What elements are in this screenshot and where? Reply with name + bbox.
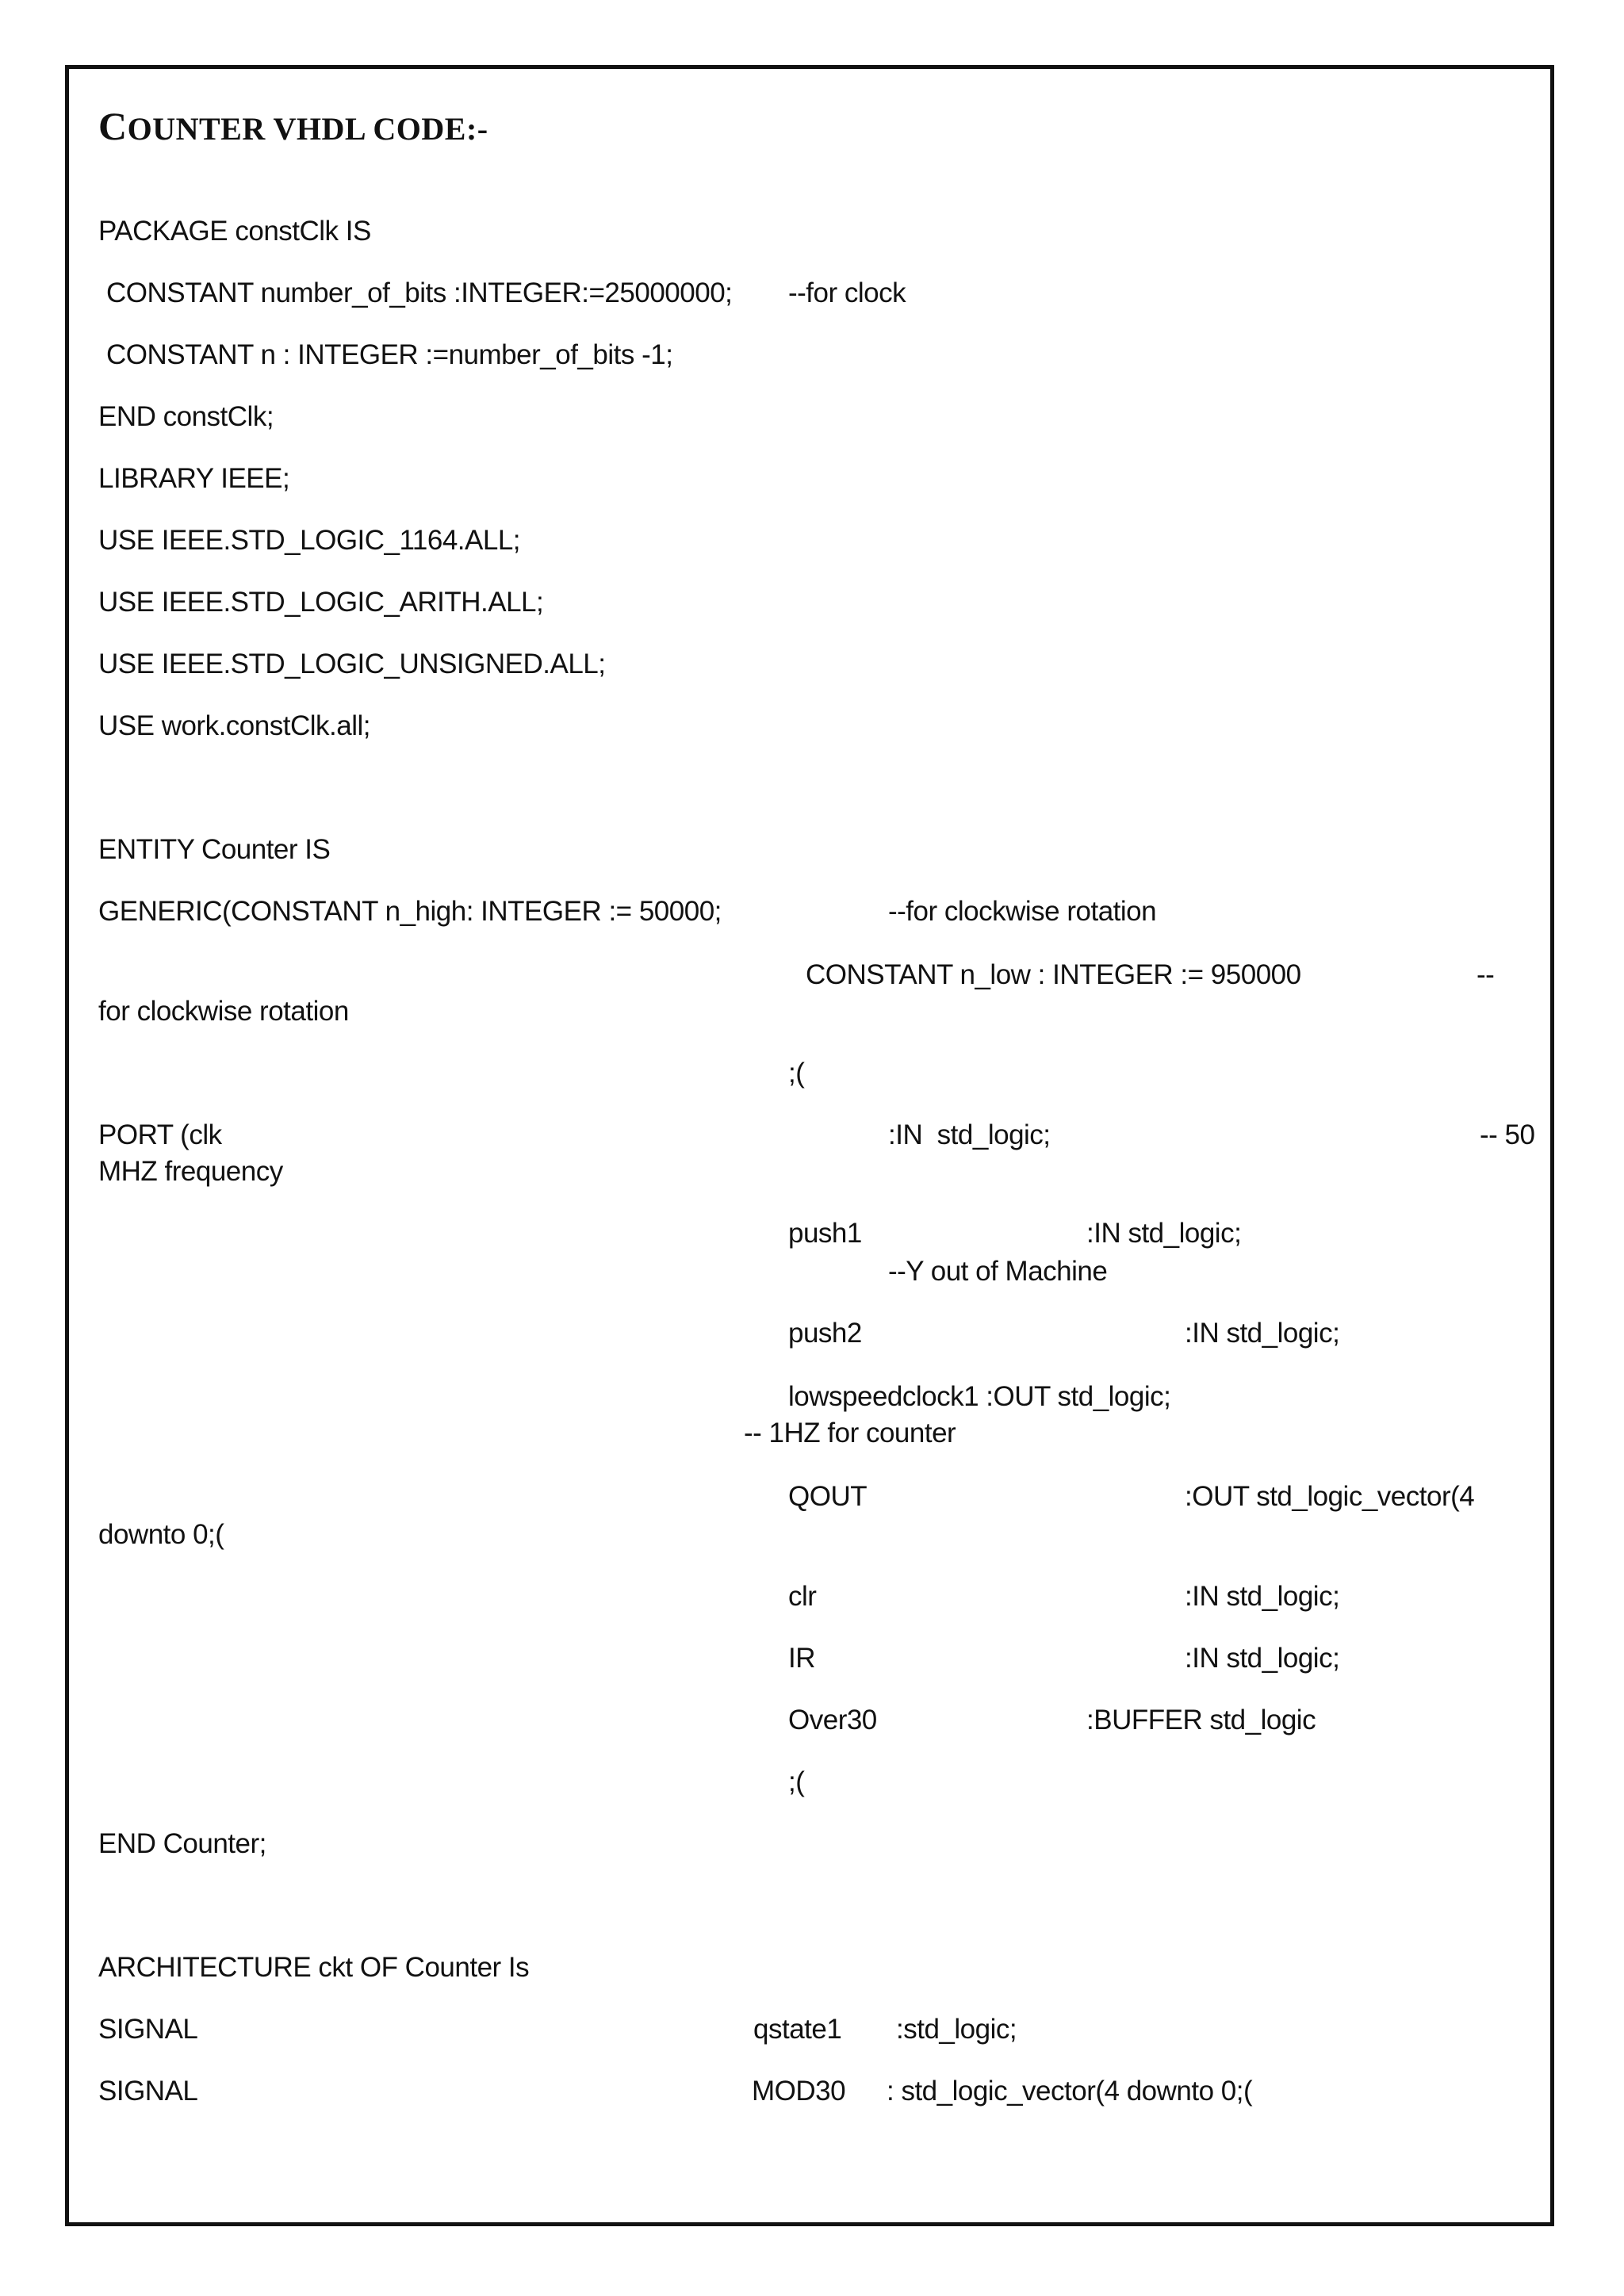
page-border	[65, 65, 1554, 2226]
code-comment-nlow-cont: for clockwise rotation	[98, 996, 349, 1027]
code-comment-nlow-dash: --	[1477, 959, 1495, 990]
code-comment-const1: --for clock	[788, 277, 906, 308]
code-line-nlow: CONSTANT n_low : INTEGER := 950000	[806, 959, 1301, 990]
code-line-use2: USE IEEE.STD_LOGIC_ARITH.ALL;	[98, 587, 544, 618]
code-qout-cont: downto 0;(	[98, 1519, 224, 1550]
code-clr-type: :IN std_logic;	[1185, 1581, 1340, 1612]
code-over30-type: :BUFFER std_logic	[1086, 1705, 1316, 1735]
code-line-generic: GENERIC(CONSTANT n_high: INTEGER := 50000;	[98, 896, 722, 927]
code-line-signal2: SIGNAL	[98, 2076, 198, 2107]
code-comment-generic: --for clockwise rotation	[888, 896, 1157, 927]
code-comment-port: -- 50	[1480, 1119, 1535, 1150]
code-line-ir: IR	[788, 1643, 815, 1674]
code-line-push1: push1	[788, 1218, 862, 1249]
code-signal2-type: : std_logic_vector(4 downto 0;(	[887, 2076, 1253, 2107]
code-push1-type: :IN std_logic;	[1086, 1218, 1242, 1249]
code-comment-lowspeed: -- 1HZ for counter	[744, 1418, 956, 1448]
code-ir-type: :IN std_logic;	[1185, 1643, 1340, 1674]
code-line-signal1: SIGNAL	[98, 2014, 198, 2045]
code-line-entity: ENTITY Counter IS	[98, 834, 331, 865]
code-line-semi1: ;(	[788, 1058, 805, 1089]
code-line-const2: CONSTANT n : INTEGER :=number_of_bits -1;	[106, 339, 673, 370]
code-line-lowspeed: lowspeedclock1 :OUT std_logic;	[788, 1381, 1171, 1412]
code-comment-port-cont: MHZ frequency	[98, 1156, 283, 1187]
title-rest: OUNTER VHDL CODE:-	[127, 111, 488, 147]
code-line-over30: Over30	[788, 1705, 877, 1735]
code-signal1-type: :std_logic;	[896, 2014, 1017, 2045]
code-line-port: PORT (clk	[98, 1119, 222, 1150]
code-qout-type: :OUT std_logic_vector(4	[1185, 1481, 1475, 1512]
code-signal2-name: MOD30	[752, 2076, 846, 2107]
code-comment-push1: --Y out of Machine	[888, 1256, 1108, 1287]
code-signal1-name: qstate1	[753, 2014, 842, 2045]
code-line-package: PACKAGE constClk IS	[98, 216, 371, 247]
code-push2-type: :IN std_logic;	[1185, 1318, 1340, 1349]
code-line-semi2: ;(	[788, 1766, 805, 1797]
code-line-library: LIBRARY IEEE;	[98, 463, 290, 494]
title-initial: C	[98, 104, 128, 148]
code-line-use3: USE IEEE.STD_LOGIC_UNSIGNED.ALL;	[98, 649, 606, 679]
code-line-qout: QOUT	[788, 1481, 868, 1512]
code-line-use1: USE IEEE.STD_LOGIC_1164.ALL;	[98, 525, 521, 556]
document-title	[98, 103, 488, 149]
code-line-push2: push2	[788, 1318, 862, 1349]
code-line-end-package: END constClk;	[98, 401, 274, 432]
code-port-type: :IN std_logic;	[888, 1119, 1051, 1150]
code-line-const1: CONSTANT number_of_bits :INTEGER:=25000000;	[106, 277, 733, 308]
code-line-end-counter: END Counter;	[98, 1828, 266, 1859]
code-line-architecture: ARCHITECTURE ckt OF Counter Is	[98, 1952, 530, 1983]
code-line-use4: USE work.constClk.all;	[98, 710, 370, 741]
code-line-clr: clr	[788, 1581, 817, 1612]
